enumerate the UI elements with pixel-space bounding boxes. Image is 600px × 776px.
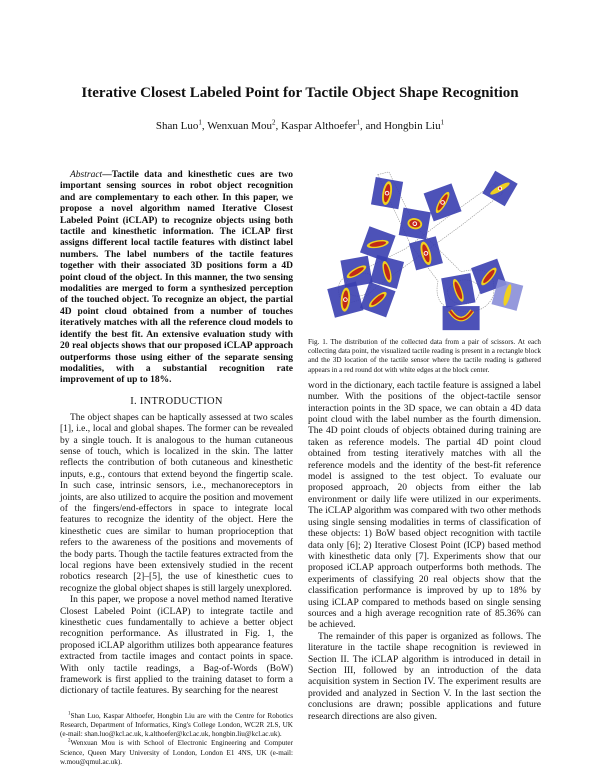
paper-header <box>40 84 560 133</box>
section-heading-introduction: I. INTRODUCTION <box>130 395 223 407</box>
figure-scissors-tactile-data <box>314 170 536 332</box>
footnotes <box>60 712 293 767</box>
author: Kaspar Althoefer$^1$, and <box>280 118 385 132</box>
figure-caption: Fig. 1. The distribution of the collected data from a pair of scissors. At each collecting data point, the visualized tactile reading is present in a rectangle block and the 3D location of the tactile sensor where the tactile reading is gathered appears in a red round dot with white edges at the block center. <box>308 338 541 374</box>
right-column <box>308 170 541 723</box>
abstract <box>60 170 293 387</box>
author-list <box>40 120 560 133</box>
abstract-text: —Tactile data and kinesthetic cues are two important sensing sources in robot object recognition and are complementary to each other. In this paper, we propose a novel algorithm named Iterative Closest Labeled Point (iCLAP) to recognize objects using both tactile and kinesthetic information. The iCLAP first assigns different local tactile features with distinct label numbers. The label numbers of the tactile features together with their associated 3D positions form a 4D point cloud of the object. In this manner, the two sensing modalities are merged to form a synthesized perception of the touched object. To recognize an object, the partial 4D point cloud obtained from a number of touches iteratively matches with all the reference cloud models to identify the best fit. An extensive evaluation study with 20 real objects shows that our proposed iCLAP approach outperforms those using either of the separate sensing modalities, with a substantial recognition rate improvement of up to 18%. <box>60 170 293 386</box>
left-column <box>60 170 293 767</box>
paragraph: The remainder of this paper is organized as follows. The literature in the tactile shape recognition is reviewed in Section II. The iCLAP algorithm is introduced in detail in Section III, followed by an introduction of the data acquisition system in Section IV. The experiment results are provided and analyzed in Section V. In the last section the conclusions are drawn; possible applications and future research directions are also given. <box>308 631 541 722</box>
footnote: $^1$Shan Luo, Kaspar Althoefer, Hongbin Liu are with the Centre for Robotics Research, Department of Informatics, King's College London, WC2R 2LS, UK (e-mail: shan.luo@kcl.ac.uk, k.althoefer@kcl.ac.uk, hongbin.liu@kcl.ac.uk). <box>60 711 293 739</box>
abstract-label: Abstract <box>70 170 103 180</box>
paper-title: Iterative Closest Labeled Point for Tactile Object Shape Recognition <box>81 85 519 101</box>
footnote: $^2$Wenxuan Mou is with School of Electronic Engineering and Computer Science, Queen Mary University of London, London E1 4NS, UK (e-mail: w.mou@qmul.ac.uk). <box>60 739 293 766</box>
paragraph: The object shapes can be haptically assessed at two scales [1], i.e., local and global shapes. The former can be revealed by a single touch. It is analogous to the human cutaneous sense of touch, which is localized in the skin. The latter reflects the contribution of both cutaneous and kinesthetic inputs, e.g., contours that extend beyond the fingertip scale. In such case, intrinsic sensors, i.e., mechanoreceptors in joints, are also utilized to acquire the position and movement of the fingers/end-effectors in space to integrate local features to recognize the identity of the object. Here the kinesthetic cues are similar to human proprioception that refers to the awareness of the positions and movements of the body parts. Though the tactile features extracted from the local regions have been extensively studied in the recent robotics research [2]–[5], the use of kinesthetic cues to recognize the global object shapes is still largely unexplored. <box>60 412 293 594</box>
paragraph: In this paper, we propose a novel method named Iterative Closest Labeled Point (iCLAP) to integrate tactile and kinesthetic cues fundamentally to achieve a better object recognition performance. As illustrated in Fig. 1, the proposed iCLAP algorithm utilizes both appearance features extracted from tactile images and contact points in space. With only tactile readings, a Bag-of-Words (BoW) framework is first applied to the training dataset to form a dictionary of tactile features. By searching for the nearest <box>60 595 293 697</box>
author: Shan Luo$^1$, <box>155 118 208 132</box>
author: Wenxuan Mou$^2$, <box>207 118 281 132</box>
author: Hongbin Liu$^1$ <box>384 118 445 132</box>
paragraph: word in the dictionary, each tactile feature is assigned a label number. With the positions of the object-tactile sensor interaction points in the 3D space, we can obtain a 4D data point cloud with the label number as the fourth dimension. The 4D point clouds of objects obtained during training are taken as reference models. The partial 4D point cloud obtained from testing iteratively matches with all the reference models and the identity of the best-fit reference model is assigned to the test object. To evaluate our proposed approach, 20 objects from either the lab environment or daily life were utilized in our experiments. The iCLAP algorithm was compared with two other methods using single sensing modalities in terms of classification of these objects: 1) BoW based object recognition with tactile data only [6]; 2) Iterative Closest Point (ICP) based method with kinesthetic data only [7]. Experiments show that our proposed iCLAP approach outperforms both methods. The experiments of classifying 20 real objects show that the classification performance is improved by up to 18% by using iCLAP compared to methods based on single sensing sources and a high average recognition rate of 85.36% can be achieved. <box>308 380 541 631</box>
tactile-blocks <box>327 171 523 330</box>
